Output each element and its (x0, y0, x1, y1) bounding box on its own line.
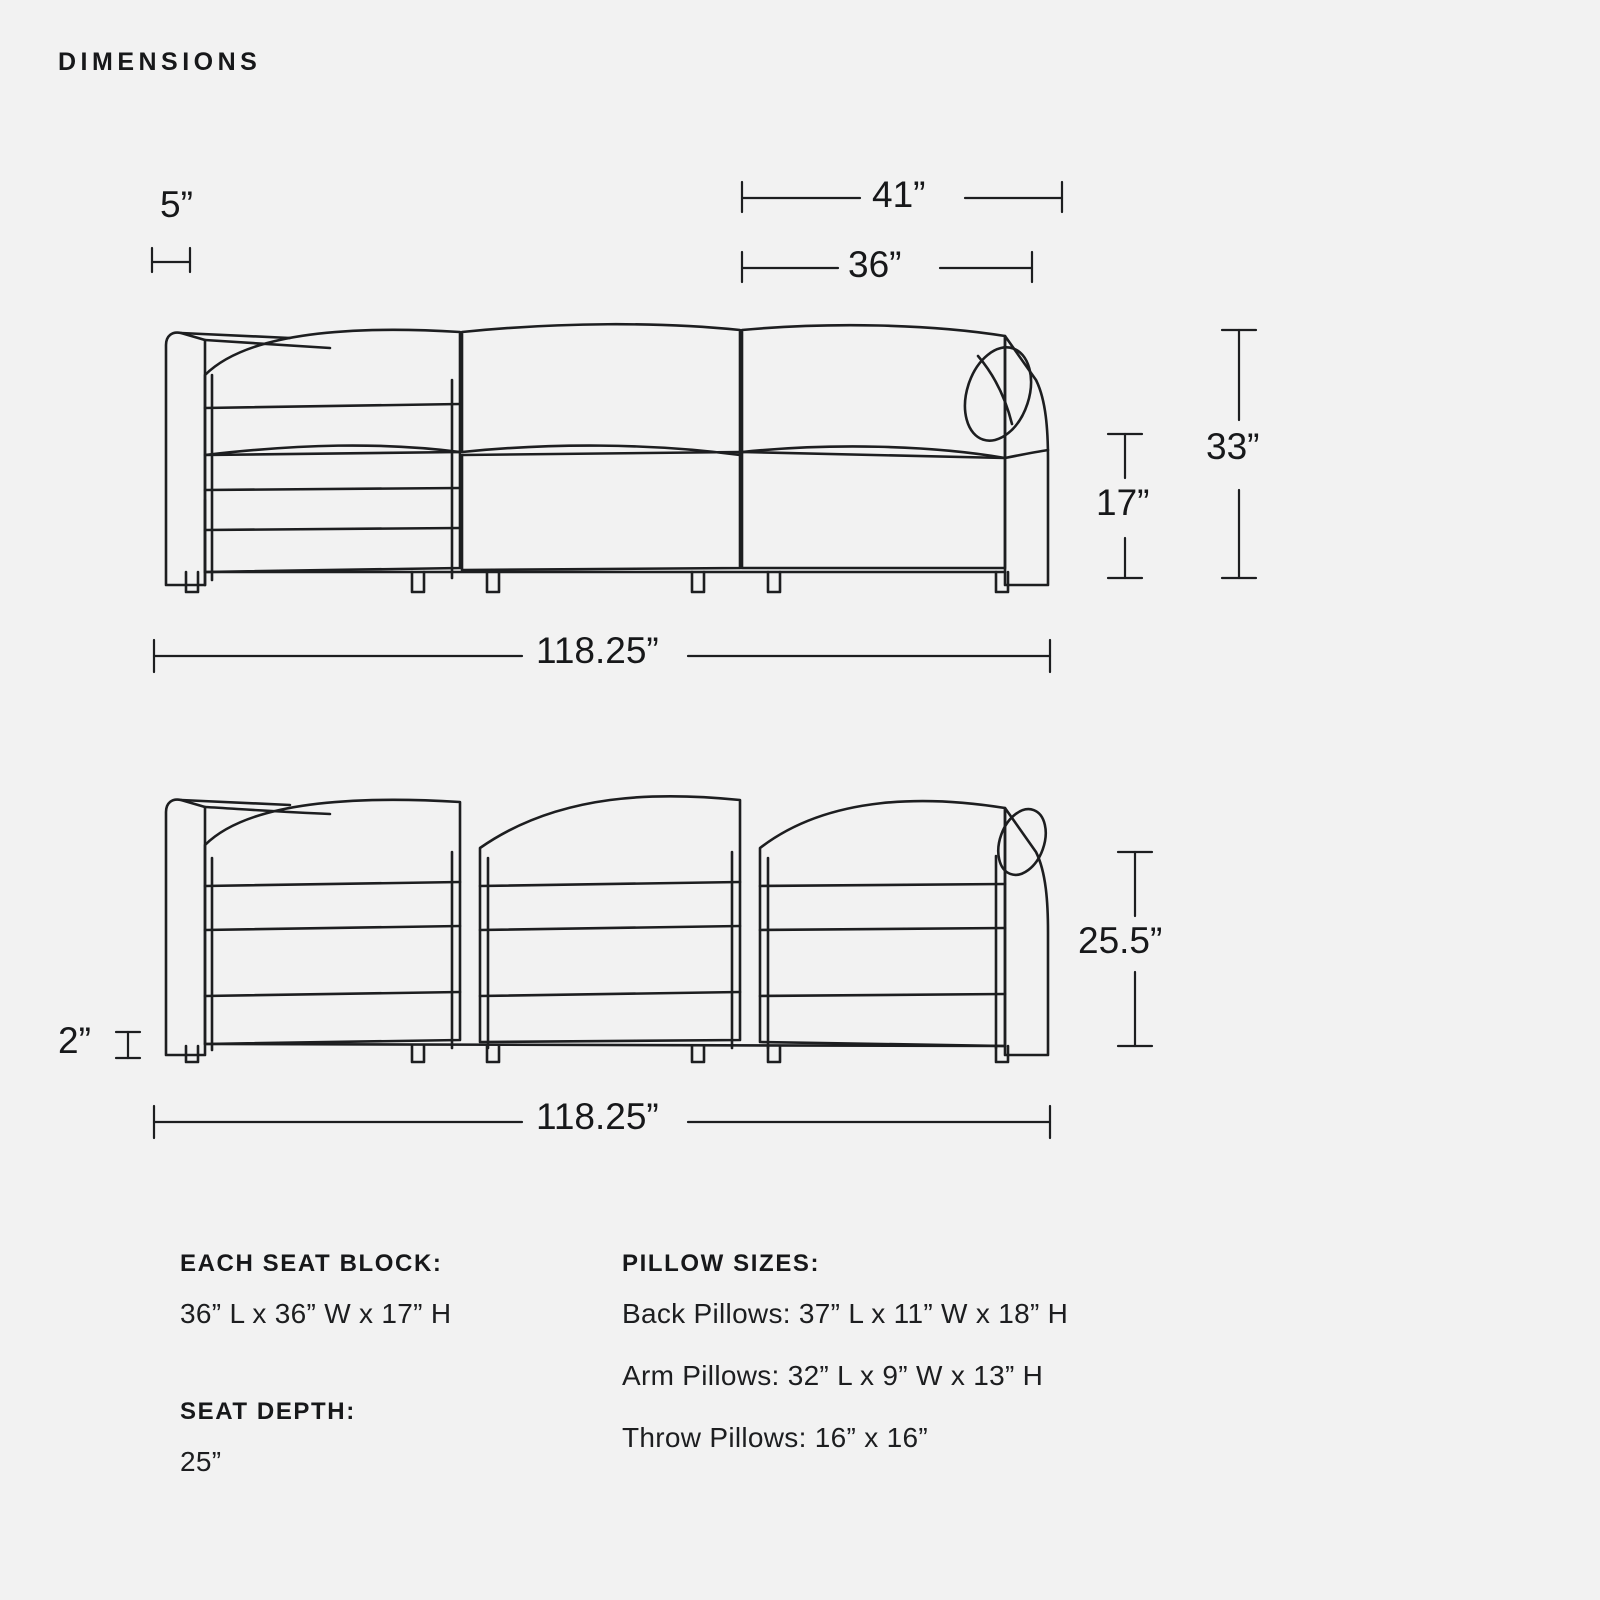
seat-block-heading: EACH SEAT BLOCK: (180, 1250, 443, 1277)
arm-pillows-value: Arm Pillows: 32” L x 9” W x 13” H (622, 1360, 1044, 1391)
dim-label-module-inner: 36” (848, 244, 902, 285)
dim-label-seat-height: 17” (1096, 482, 1150, 523)
dim-label-back-height: 25.5” (1078, 920, 1163, 961)
dim-label-arm-width: 5” (160, 184, 193, 225)
back-view-sofa (166, 796, 1054, 1062)
dim-label-module-outer: 41” (872, 174, 926, 215)
dim-label-front-overall-width: 118.25” (536, 630, 659, 671)
throw-pillows-value: Throw Pillows: 16” x 16” (622, 1422, 928, 1453)
spec-column-left (180, 1250, 600, 1508)
seat-block-value: 36” L x 36” W x 17” H (180, 1298, 452, 1329)
spacer (180, 1360, 600, 1398)
page-title: DIMENSIONS (58, 48, 262, 76)
back-pillows-value: Back Pillows: 37” L x 11” W x 18” H (622, 1298, 1069, 1329)
dim-label-back-overall-width: 118.25” (536, 1096, 659, 1137)
front-view-dimension-lines (152, 182, 1256, 672)
pillow-sizes-heading: PILLOW SIZES: (622, 1250, 821, 1277)
seat-depth-value: 25” (180, 1446, 222, 1477)
front-view-sofa (166, 324, 1048, 592)
dim-label-overall-height: 33” (1206, 426, 1260, 467)
spec-column-right (622, 1250, 1322, 1484)
dim-label-leg-height: 2” (58, 1020, 91, 1061)
seat-depth-heading: SEAT DEPTH: (180, 1398, 356, 1425)
